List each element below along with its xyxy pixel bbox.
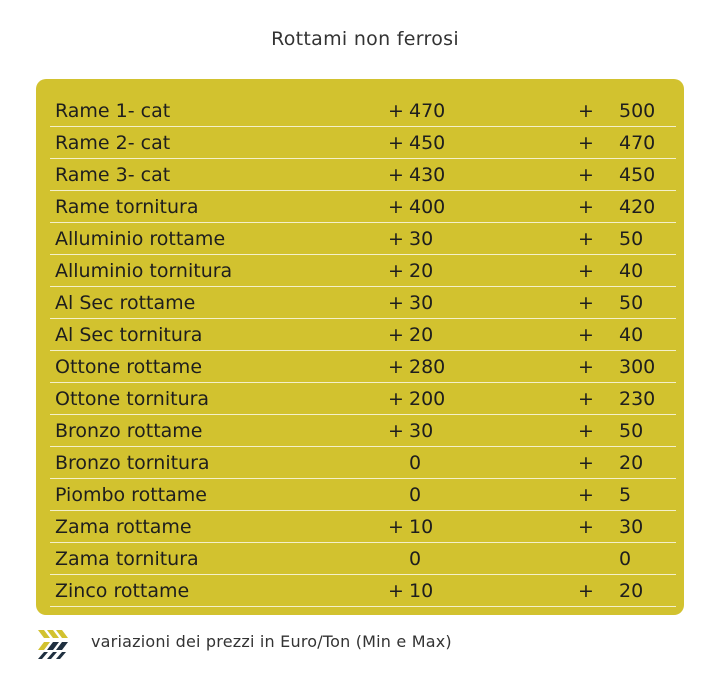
row-name: Bronzo rottame [55,420,203,442]
price-rows [50,95,676,607]
row-max-value: 470 [619,132,656,154]
row-min-sign: + [388,292,404,314]
row-min-value: 470 [409,100,446,122]
row-name: Alluminio rottame [55,228,226,250]
row-name: Rame 1- cat [55,100,171,122]
row-max-sign: + [578,100,594,122]
row-max-sign: + [578,516,594,538]
row-min-value: 20 [409,260,434,282]
row-min-sign: + [388,196,404,218]
row-max-value: 50 [619,228,644,250]
table-row [50,415,676,447]
table-row [50,575,676,607]
row-max-value: 500 [619,100,656,122]
row-max-value: 420 [619,196,656,218]
row-name: Piombo rottame [55,484,207,506]
table-row [50,383,676,415]
table-row [50,511,676,543]
row-max-sign: + [578,132,594,154]
row-max-value: 50 [619,292,644,314]
row-min-sign: + [388,324,404,346]
row-max-sign: + [578,356,594,378]
row-max-sign: + [578,260,594,282]
row-max-sign: + [578,420,594,442]
row-max-value: 20 [619,580,644,602]
row-min-value: 0 [409,548,422,570]
table-row [50,319,676,351]
row-min-sign: + [388,260,404,282]
row-max-value: 30 [619,516,644,538]
row-name: Alluminio tornitura [55,260,233,282]
row-max-sign: + [578,324,594,346]
table-row [50,351,676,383]
table-row [50,287,676,319]
row-min-value: 400 [409,196,446,218]
row-min-sign: + [388,132,404,154]
row-min-sign: + [388,388,404,410]
row-min-value: 450 [409,132,446,154]
table-row [50,127,676,159]
row-name: Al Sec rottame [55,292,196,314]
row-max-value: 20 [619,452,644,474]
row-max-value: 0 [619,548,632,570]
row-name: Ottone tornitura [55,388,210,410]
row-max-value: 5 [619,484,632,506]
row-name: Rame 3- cat [55,164,171,186]
row-name: Ottone rottame [55,356,203,378]
row-name: Zama rottame [55,516,192,538]
row-min-sign: + [388,356,404,378]
row-max-value: 40 [619,324,644,346]
row-min-value: 430 [409,164,446,186]
row-name: Bronzo tornitura [55,452,210,474]
row-max-sign: + [578,228,594,250]
row-max-sign: + [578,452,594,474]
footer-text: variazioni dei prezzi in Euro/Ton (Min e Max) [91,632,452,651]
row-min-sign: + [388,228,404,250]
table-row [50,223,676,255]
row-min-sign: + [388,100,404,122]
row-min-sign: + [388,580,404,602]
row-max-sign: + [578,196,594,218]
row-min-sign: + [388,516,404,538]
row-min-value: 30 [409,228,434,250]
row-min-value: 200 [409,388,446,410]
table-row [50,191,676,223]
row-min-value: 20 [409,324,434,346]
chevron-stripes-icon [36,628,72,660]
table-row [50,255,676,287]
table-row [50,447,676,479]
row-min-value: 30 [409,420,434,442]
row-min-value: 280 [409,356,446,378]
row-min-value: 10 [409,580,434,602]
table-row [50,159,676,191]
row-min-value: 10 [409,516,434,538]
row-min-value: 0 [409,484,422,506]
row-max-value: 40 [619,260,644,282]
row-max-value: 50 [619,420,644,442]
row-name: Zinco rottame [55,580,190,602]
row-name: Rame tornitura [55,196,199,218]
row-name: Rame 2- cat [55,132,171,154]
row-max-sign: + [578,292,594,314]
row-max-sign: + [578,164,594,186]
table-row [50,543,676,575]
row-max-sign: + [578,580,594,602]
page-title: Rottami non ferrosi [271,28,459,50]
table-row [50,479,676,511]
row-min-sign: + [388,420,404,442]
row-max-value: 300 [619,356,656,378]
row-min-value: 30 [409,292,434,314]
row-name: Al Sec tornitura [55,324,203,346]
table-row [50,95,676,127]
row-name: Zama tornitura [55,548,199,570]
footer-note [36,626,696,662]
row-min-value: 0 [409,452,422,474]
row-min-sign: + [388,164,404,186]
row-max-sign: + [578,388,594,410]
row-max-value: 450 [619,164,656,186]
price-table [36,79,684,615]
row-max-sign: + [578,484,594,506]
row-max-value: 230 [619,388,656,410]
